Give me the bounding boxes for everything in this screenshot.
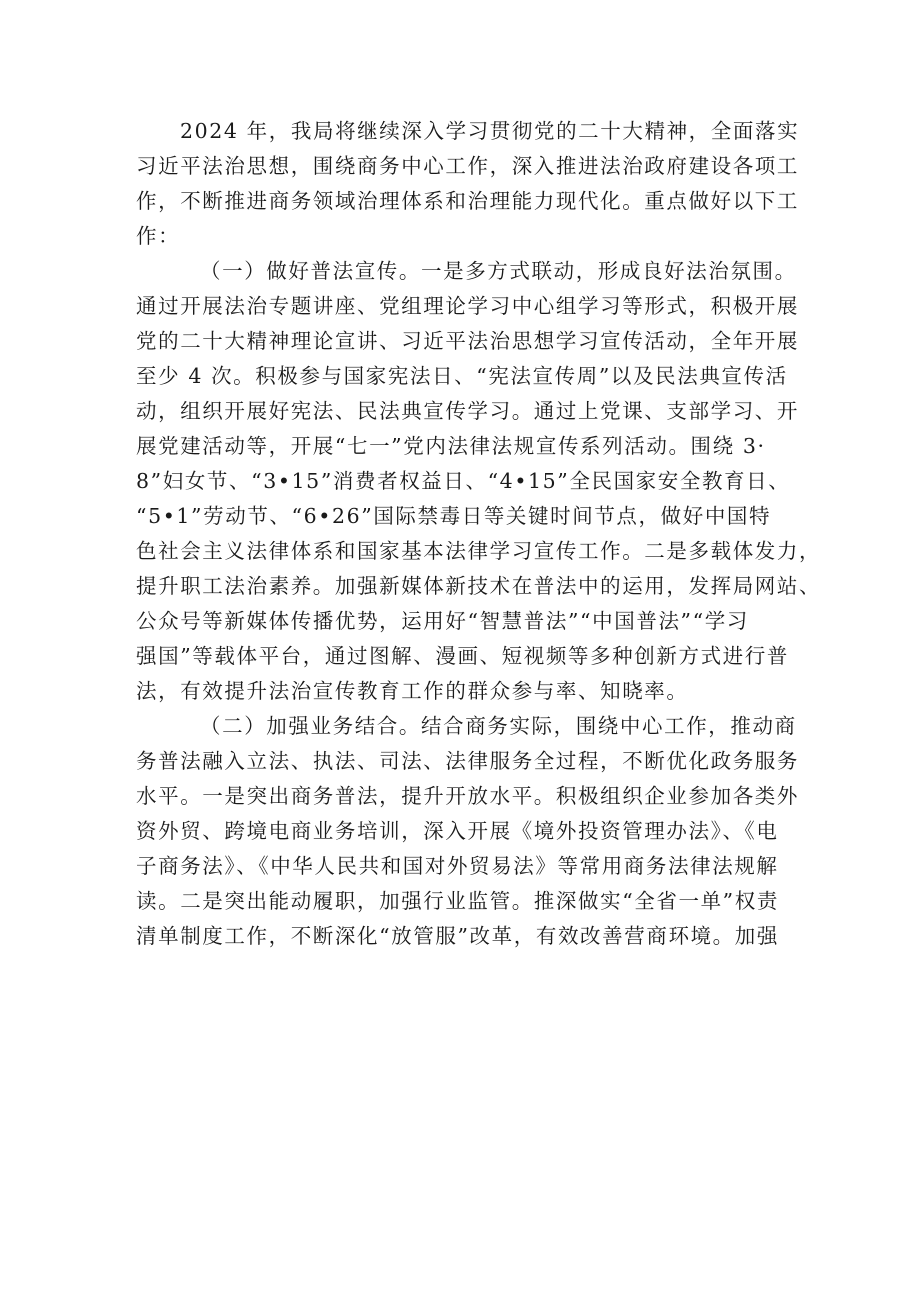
text-line: 作： <box>136 224 181 248</box>
document-body <box>136 114 822 954</box>
text-line: 2024 年，我局将继续深入学习贯彻党的二十大精神，全面落实 <box>180 119 800 143</box>
text-line: 动，组织开展好宪法、民法典宣传学习。通过上党课、支部学习、开 <box>136 399 799 423</box>
text-line: 法，有效提升法治宣传教育工作的群众参与率、知晓率。 <box>136 679 689 703</box>
text-line: 资外贸、跨境电商业务培训，深入开展《境外投资管理办法》、《电 <box>136 819 779 843</box>
text-line: 展党建活动等，开展“七一”党内法律法规宣传系列活动。围绕 3· <box>136 434 766 458</box>
text-line: 子商务法》、《中华人民共和国对外贸易法》等常用商务法律法规解 <box>136 854 779 878</box>
text-line: 公众号等新媒体传播优势，运用好“智慧普法”“中国普法”“学习 <box>136 609 749 633</box>
text-line: 至少 4 次。积极参与国家宪法日、“宪法宣传周”以及民法典宣传活 <box>136 364 788 388</box>
text-line: 习近平法治思想，围绕商务中心工作，深入推进法治政府建设各项工 <box>136 154 799 178</box>
section-heading-line: （一）做好普法宣传。一是多方式联动，形成良好法治氛围。 <box>200 259 797 283</box>
text-line: 色社会主义法律体系和国家基本法律学习宣传工作。二是多载体发力， <box>136 539 822 563</box>
text-line: 党的二十大精神理论宣讲、习近平法治思想学习宣传活动，全年开展 <box>136 329 799 353</box>
text-line: 8”妇女节、“3•15”消费者权益日、“4•15”全民国家安全教育日、 <box>136 469 791 493</box>
paragraph-section-1 <box>136 254 822 709</box>
text-line: 提升职工法治素养。加强新媒体新技术在普法中的运用，发挥局网站、 <box>136 574 822 598</box>
text-line: 清单制度工作，不断深化“放管服”改革，有效改善营商环境。加强 <box>136 924 779 948</box>
text-line: 务普法融入立法、执法、司法、法律服务全过程，不断优化政务服务 <box>136 749 799 773</box>
text-line: 读。二是突出能动履职，加强行业监管。推深做实“全省一单”权责 <box>136 889 779 913</box>
text-line: “5•1”劳动节、“6•26”国际禁毒日等关键时间节点，做好中国特 <box>136 504 772 528</box>
text-line: 水平。一是突出商务普法，提升开放水平。积极组织企业参加各类外 <box>136 784 799 808</box>
section-heading-line: （二）加强业务结合。结合商务实际，围绕中心工作，推动商 <box>200 714 797 738</box>
paragraph-intro <box>136 114 800 254</box>
text-line: 作，不断推进商务领域治理体系和治理能力现代化。重点做好以下工 <box>136 189 799 213</box>
text-line: 通过开展法治专题讲座、党组理论学习中心组学习等形式，积极开展 <box>136 294 799 318</box>
paragraph-section-2 <box>136 709 799 954</box>
text-line: 强国”等载体平台，通过图解、漫画、短视频等多种创新方式进行普 <box>136 644 789 668</box>
